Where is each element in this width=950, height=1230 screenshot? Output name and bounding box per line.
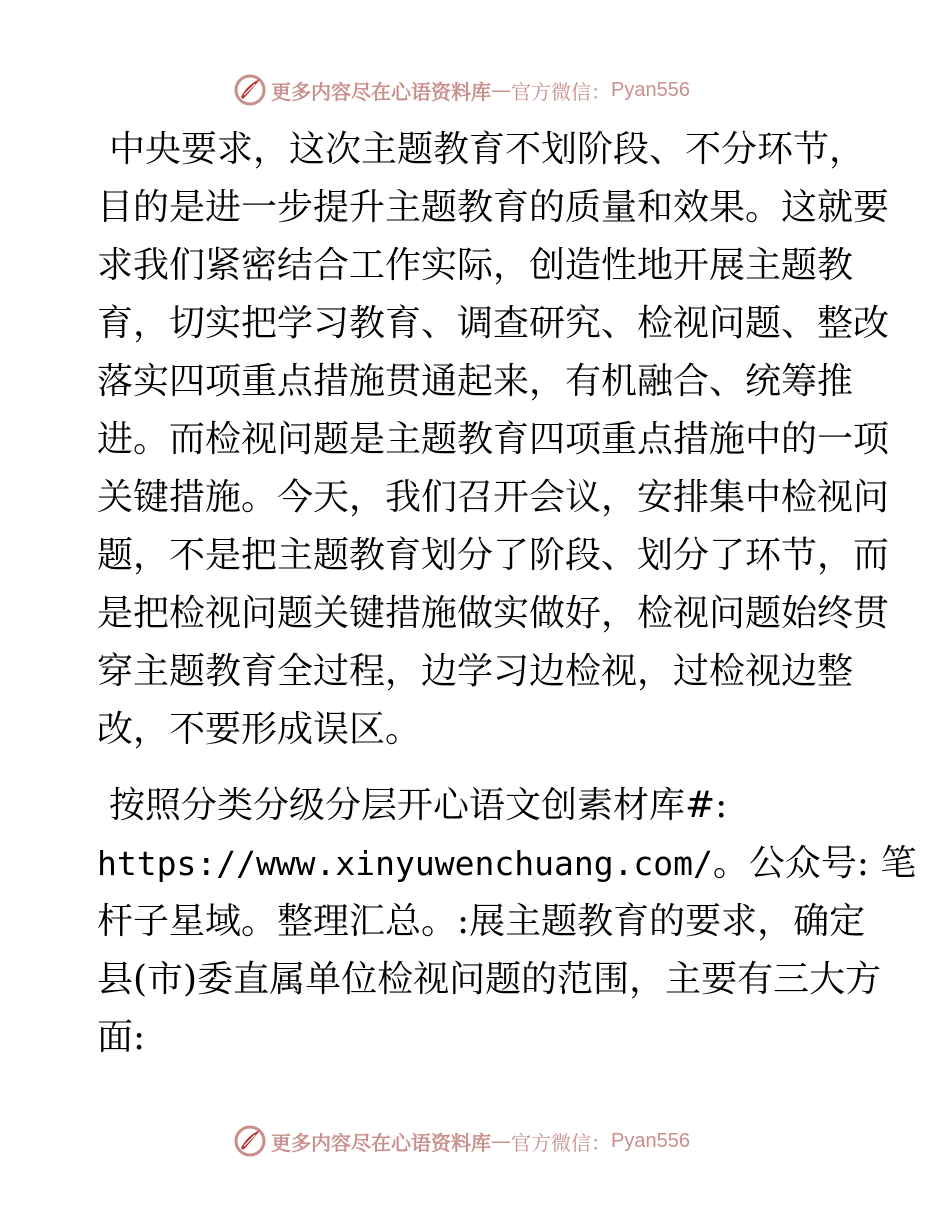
quill-seal-icon bbox=[233, 1124, 267, 1158]
quill-seal-icon bbox=[233, 73, 267, 107]
paragraph-line: 题，不是把主题教育划分了阶段、划分了环节，而 bbox=[97, 535, 890, 576]
paragraph-line: 求我们紧密结合工作实际，创造性地开展主题教 bbox=[97, 245, 854, 286]
paragraph-line: 关键措施。今天，我们召开会议，安排集中检视问 bbox=[97, 477, 890, 518]
paragraph-line: 改，不要形成误区。 bbox=[97, 709, 422, 750]
paragraph-line: 是把检视问题关键措施做实做好，检视问题始终贯 bbox=[97, 593, 890, 634]
paragraph-line: 目的是进一步提升主题教育的质量和效果。这就要 bbox=[97, 187, 890, 228]
footer-banner-dash: — bbox=[491, 1129, 511, 1153]
footer-wechat-label: 官方微信： bbox=[511, 1130, 611, 1155]
website-url: https://www.xinyuwenchuang.com/ bbox=[97, 844, 713, 883]
paragraph-line: 按照分类分级分层开心语文创素材库#: bbox=[109, 785, 728, 826]
paragraph-2 bbox=[97, 777, 917, 1067]
paragraph-line: 进。而检视问题是主题教育四项重点措施中的一项 bbox=[97, 419, 890, 460]
paragraph-line: 穿主题教育全过程，边学习边检视，过检视边整 bbox=[97, 651, 854, 692]
paragraph-line: 落实四项重点措施贯通起来，有机融合、统筹推 bbox=[97, 361, 854, 402]
header-banner-dash: — bbox=[491, 78, 511, 102]
paragraph-line: 杆子星域。整理汇总。:展主题教育的要求，确定 bbox=[97, 901, 866, 942]
header-wechat-id: Pyan556 bbox=[611, 78, 690, 101]
paragraph-line: 中央要求，这次主题教育不划阶段、不分环节， bbox=[109, 129, 866, 170]
paragraph-line: 面: bbox=[97, 1017, 146, 1058]
paragraph-line-rest: 。公众号: 笔 bbox=[712, 843, 917, 884]
paragraph-line-with-url bbox=[97, 835, 917, 893]
footer-wechat-id: Pyan556 bbox=[611, 1129, 690, 1152]
header-wechat-label: 官方微信： bbox=[511, 79, 611, 104]
footer-banner bbox=[233, 1121, 690, 1161]
header-banner bbox=[233, 70, 690, 110]
paragraph-line: 育，切实把学习教育、调查研究、检视问题、整改 bbox=[97, 303, 890, 344]
footer-banner-text: 更多内容尽在心语资料库 bbox=[271, 1130, 491, 1155]
header-banner-text: 更多内容尽在心语资料库 bbox=[271, 79, 491, 104]
paragraph-1 bbox=[97, 121, 890, 759]
paragraph-line: 县(市)委直属单位检视问题的范围，主要有三大方 bbox=[97, 959, 882, 1000]
